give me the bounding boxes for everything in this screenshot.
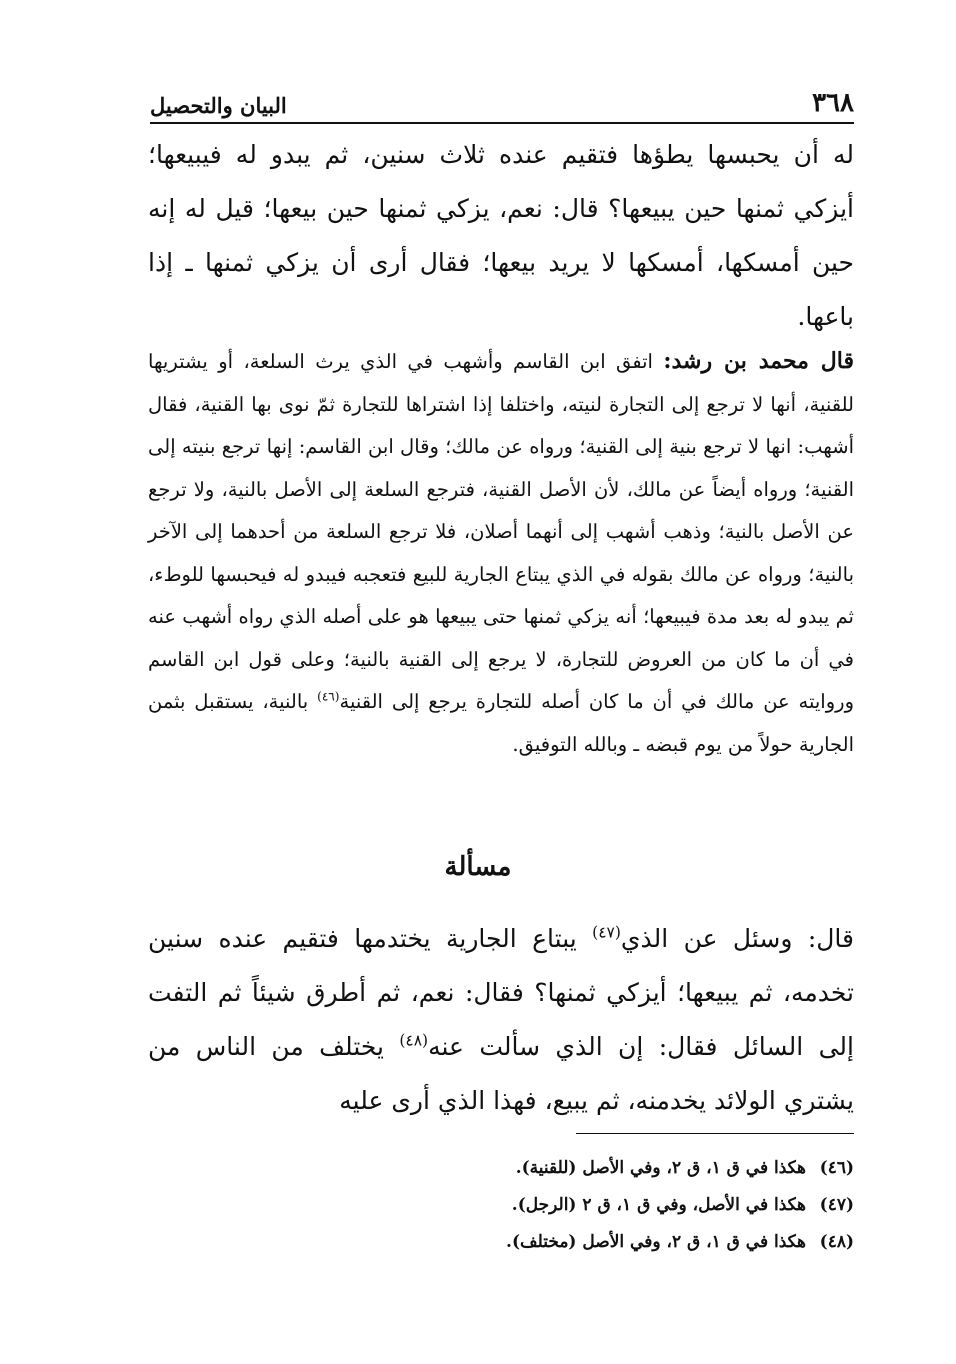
footnote-ref-47: (٤٧) [592,923,621,942]
footnote-text: هكذا في الأصل، وفي ق ١، ق ٢ (الرجل). [511,1195,806,1215]
commentary-text: اتفق ابن القاسم وأشهب في الذي يرث السلعة، أو يشتريها للقنية، أنها لا ترجع إلى التجارة لنيته، واختلفا إذا اشتراها للتجارة ثمّ نوى بها القنية، فقال أشهب: انها لا ترجع بنية إلى القنية؛ ورواه عن مالك؛ وقال ابن القاسم: إنها ترجع بنيته إلى القنية؛ ورواه أيضاً عن مالك، لأن الأصل القنية، فترجع السلعة إلى الأصل بالنية، ولا ترجع عن الأصل بالنية؛ وذهب أشهب إلى أنهما أصلان، فلا ترجع السلعة من أحدهما إلى الآخر بالنية؛ ورواه عن مالك بقوله في الذي يبتاع الجارية للبيع فتعجبه فيبدو له فيحبسها للوطء، ثم يبدو له بعد مدة فيبيعها؛ أنه يزكي ثمنها حتى يبيعها هو على أصله الذي رواه أشهب عنه في أن ما كان من العروض للتجارة، لا يرجع إلى القنية بالنية؛ وعلى قول ابن القاسم وروايته عن مالك في أن ما كان أصله للتجارة يرجع إلى القنية [148,350,854,713]
footnote-ref-48: (٤٨) [399,1031,429,1050]
paragraph-question: له أن يحبسها يطؤها فتقيم عنده ثلاث سنين، ثم يبدو له فيبيعها؛ أيزكي ثمنها حين يبيعها؟ قال: نعم، يزكي ثمنها حين بيعها؛ قيل له إنه حين أمسكها، أمسكها لا يريد بيعها؛ فقال أرى أن يزكي ثمنها ـ إذا باعها. [148,140,854,331]
page-number: ٣٦٨ [812,88,854,118]
footnote-ref-46: (٤٦) [317,689,340,704]
running-header [150,78,854,124]
paragraph-commentary [148,340,854,766]
section-title: مسألة [444,852,512,882]
footnote-text: هكذا في ق ١، ق ٢، وفي الأصل (للقنية). [515,1158,806,1178]
footnote-number: (٤٨) [819,1232,854,1252]
paragraph-masala [148,912,854,1128]
footnote-46 [148,1150,854,1187]
footnote-48 [148,1224,854,1261]
footnote-separator [576,1133,854,1134]
masala-text-1: قال: وسئل عن الذي [620,924,854,953]
footnotes [148,1150,854,1261]
book-title: البيان والتحصيل [150,93,287,118]
commentary-text-end: بالنية، يستقبل بثمن الجارية حولاً من يوم قبضه ـ وبالله التوفيق. [148,690,854,756]
masala-text-3: يختلف من الناس من يشتري الولائد يخدمنه، ثم يبيع، فهذا الذي أرى عليه [148,1032,854,1115]
footnote-47 [148,1187,854,1224]
footnote-number: (٤٦) [819,1158,854,1178]
commentary-lead: قال محمد بن رشد: [663,348,855,374]
masala-text-2: يبتاع الجارية يختدمها فتقيم عنده سنين تخدمه، ثم يبيعها؛ أيزكي ثمنها؟ فقال: نعم، ثم أطرق شيئاً ثم التفت إلى السائل فقال: إن الذي سألت عنه [148,924,854,1061]
footnote-number: (٤٧) [819,1195,854,1215]
footnote-text: هكذا في ق ١، ق ٢، وفي الأصل (مختلف). [506,1232,806,1252]
